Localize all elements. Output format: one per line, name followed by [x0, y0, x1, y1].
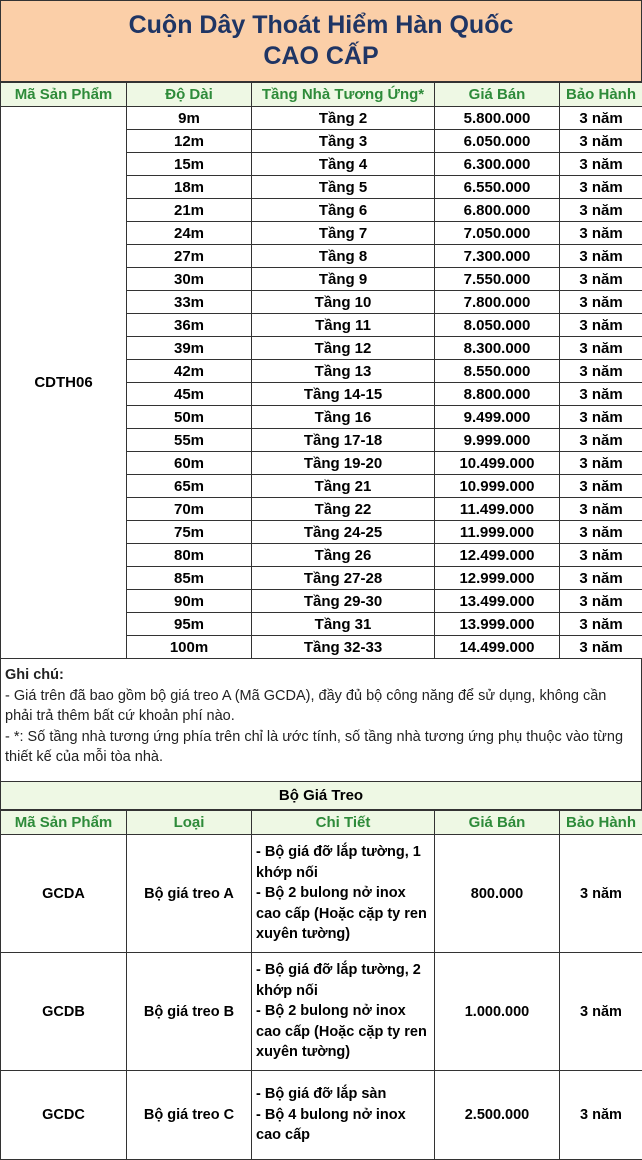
length-cell: 30m — [127, 268, 252, 291]
length-cell: 100m — [127, 636, 252, 659]
detail-line-2: - Bộ 4 bulong nở inox cao cấp — [256, 1105, 430, 1146]
price-cell: 9.999.000 — [435, 429, 560, 452]
warranty-cell: 3 năm — [560, 613, 642, 636]
header-product-code: Mã Sản Phẩm — [1, 83, 127, 107]
notes-line-1: - Giá trên đã bao gồm bộ giá treo A (Mã GCDA), đầy đủ bộ công năng để sử dụng, không cần phải trả thêm bất cứ khoản phí nào. — [5, 686, 637, 727]
warranty-cell: 3 năm — [560, 383, 642, 406]
length-cell: 21m — [127, 199, 252, 222]
detail-line-1: - Bộ giá đỡ lắp tường, 1 khớp nối — [256, 842, 430, 883]
floor-cell: Tầng 11 — [252, 314, 435, 337]
price-cell: 6.050.000 — [435, 130, 560, 153]
floor-cell: Tầng 2 — [252, 107, 435, 130]
notes-block — [0, 659, 642, 782]
notes-line-2: - *: Số tầng nhà tương ứng phía trên chỉ là ước tính, số tầng nhà tương ứng phụ thuộc vào từng thiết kế của mỗi tòa nhà. — [5, 727, 637, 768]
floor-cell: Tầng 17-18 — [252, 429, 435, 452]
warranty-cell: 3 năm — [560, 636, 642, 659]
length-cell: 42m — [127, 360, 252, 383]
detail-line-1: - Bộ giá đỡ lắp sàn — [256, 1084, 430, 1105]
floor-cell: Tầng 13 — [252, 360, 435, 383]
price-cell: 6.800.000 — [435, 199, 560, 222]
price-cell: 12.499.000 — [435, 544, 560, 567]
length-cell: 18m — [127, 176, 252, 199]
header-price: Giá Bán — [435, 83, 560, 107]
product-code-cell: CDTH06 — [1, 107, 127, 659]
warranty-cell: 3 năm — [560, 521, 642, 544]
warranty-cell: 3 năm — [560, 429, 642, 452]
type-cell: Bộ giá treo C — [127, 1071, 252, 1160]
floor-cell: Tầng 19-20 — [252, 452, 435, 475]
length-cell: 12m — [127, 130, 252, 153]
floor-cell: Tầng 31 — [252, 613, 435, 636]
price-cell: 8.550.000 — [435, 360, 560, 383]
detail-line-1: - Bộ giá đỡ lắp tường, 2 khớp nối — [256, 960, 430, 1001]
length-cell: 24m — [127, 222, 252, 245]
floor-cell: Tầng 3 — [252, 130, 435, 153]
length-cell: 80m — [127, 544, 252, 567]
length-cell: 85m — [127, 567, 252, 590]
code-cell: GCDC — [1, 1071, 127, 1160]
title-line-1: Cuộn Dây Thoát Hiểm Hàn Quốc — [129, 10, 514, 41]
price-cell: 11.499.000 — [435, 498, 560, 521]
floor-cell: Tầng 22 — [252, 498, 435, 521]
length-cell: 45m — [127, 383, 252, 406]
detail-line-2: - Bộ 2 bulong nở inox cao cấp (Hoặc cặp ty ren xuyên tường) — [256, 1001, 430, 1063]
price-cell: 5.800.000 — [435, 107, 560, 130]
warranty-cell: 3 năm — [560, 176, 642, 199]
price-cell: 7.050.000 — [435, 222, 560, 245]
header-warranty: Bảo Hành — [560, 83, 642, 107]
type-cell: Bộ giá treo B — [127, 953, 252, 1071]
price-cell: 14.499.000 — [435, 636, 560, 659]
header-type: Loại — [127, 811, 252, 835]
length-cell: 27m — [127, 245, 252, 268]
price-cell: 800.000 — [435, 835, 560, 953]
warranty-cell: 3 năm — [560, 590, 642, 613]
floor-cell: Tầng 10 — [252, 291, 435, 314]
header-price: Giá Bán — [435, 811, 560, 835]
floor-cell: Tầng 12 — [252, 337, 435, 360]
table-header-row — [1, 83, 642, 107]
price-cell: 8.800.000 — [435, 383, 560, 406]
warranty-cell: 3 năm — [560, 406, 642, 429]
warranty-cell: 3 năm — [560, 452, 642, 475]
table-row — [1, 107, 642, 130]
floor-cell: Tầng 24-25 — [252, 521, 435, 544]
length-cell: 50m — [127, 406, 252, 429]
floor-cell: Tầng 27-28 — [252, 567, 435, 590]
price-cell: 6.300.000 — [435, 153, 560, 176]
floor-cell: Tầng 21 — [252, 475, 435, 498]
table-row — [1, 835, 642, 953]
warranty-cell: 3 năm — [560, 199, 642, 222]
title-line-2: CAO CẤP — [263, 41, 378, 72]
title-banner — [0, 0, 642, 82]
length-cell: 95m — [127, 613, 252, 636]
length-cell: 39m — [127, 337, 252, 360]
length-cell: 36m — [127, 314, 252, 337]
warranty-cell: 3 năm — [560, 245, 642, 268]
warranty-cell: 3 năm — [560, 153, 642, 176]
length-cell: 90m — [127, 590, 252, 613]
bracket-price-table — [0, 810, 642, 1160]
detail-line-2: - Bộ 2 bulong nở inox cao cấp (Hoặc cặp ty ren xuyên tường) — [256, 883, 430, 945]
warranty-cell: 3 năm — [560, 268, 642, 291]
price-cell: 12.999.000 — [435, 567, 560, 590]
warranty-cell: 3 năm — [560, 567, 642, 590]
floor-cell: Tầng 32-33 — [252, 636, 435, 659]
warranty-cell: 3 năm — [560, 544, 642, 567]
floor-cell: Tầng 26 — [252, 544, 435, 567]
floor-cell: Tầng 6 — [252, 199, 435, 222]
warranty-cell: 3 năm — [560, 130, 642, 153]
price-cell: 13.499.000 — [435, 590, 560, 613]
floor-cell: Tầng 7 — [252, 222, 435, 245]
type-cell: Bộ giá treo A — [127, 835, 252, 953]
price-cell: 6.550.000 — [435, 176, 560, 199]
length-cell: 75m — [127, 521, 252, 544]
detail-cell — [252, 953, 435, 1071]
detail-cell — [252, 835, 435, 953]
warranty-cell: 3 năm — [560, 314, 642, 337]
price-cell: 8.050.000 — [435, 314, 560, 337]
length-cell: 15m — [127, 153, 252, 176]
warranty-cell: 3 năm — [560, 835, 642, 953]
header-length: Độ Dài — [127, 83, 252, 107]
header-product-code: Mã Sản Phẩm — [1, 811, 127, 835]
warranty-cell: 3 năm — [560, 360, 642, 383]
price-cell: 13.999.000 — [435, 613, 560, 636]
floor-cell: Tầng 8 — [252, 245, 435, 268]
floor-cell: Tầng 14-15 — [252, 383, 435, 406]
code-cell: GCDA — [1, 835, 127, 953]
warranty-cell: 3 năm — [560, 475, 642, 498]
warranty-cell: 3 năm — [560, 107, 642, 130]
length-cell: 60m — [127, 452, 252, 475]
header-warranty: Bảo Hành — [560, 811, 642, 835]
price-cell: 9.499.000 — [435, 406, 560, 429]
table-row — [1, 953, 642, 1071]
length-cell: 70m — [127, 498, 252, 521]
price-cell: 7.800.000 — [435, 291, 560, 314]
floor-cell: Tầng 29-30 — [252, 590, 435, 613]
floor-cell: Tầng 4 — [252, 153, 435, 176]
length-cell: 33m — [127, 291, 252, 314]
header-detail: Chi Tiết — [252, 811, 435, 835]
price-cell: 11.999.000 — [435, 521, 560, 544]
price-cell: 7.300.000 — [435, 245, 560, 268]
floor-cell: Tầng 5 — [252, 176, 435, 199]
price-cell: 10.499.000 — [435, 452, 560, 475]
price-cell: 2.500.000 — [435, 1071, 560, 1160]
warranty-cell: 3 năm — [560, 1071, 642, 1160]
warranty-cell: 3 năm — [560, 337, 642, 360]
length-cell: 65m — [127, 475, 252, 498]
warranty-cell: 3 năm — [560, 291, 642, 314]
price-cell: 10.999.000 — [435, 475, 560, 498]
floor-cell: Tầng 16 — [252, 406, 435, 429]
bracket-section-title: Bộ Giá Treo — [0, 782, 642, 810]
table-header-row — [1, 811, 642, 835]
warranty-cell: 3 năm — [560, 953, 642, 1071]
floor-cell: Tầng 9 — [252, 268, 435, 291]
detail-cell — [252, 1071, 435, 1160]
length-cell: 55m — [127, 429, 252, 452]
warranty-cell: 3 năm — [560, 222, 642, 245]
price-cell: 1.000.000 — [435, 953, 560, 1071]
table-row — [1, 1071, 642, 1160]
notes-title: Ghi chú: — [5, 665, 637, 686]
header-floor: Tầng Nhà Tương Ứng* — [252, 83, 435, 107]
length-cell: 9m — [127, 107, 252, 130]
warranty-cell: 3 năm — [560, 498, 642, 521]
price-cell: 7.550.000 — [435, 268, 560, 291]
price-cell: 8.300.000 — [435, 337, 560, 360]
rope-price-table — [0, 82, 642, 659]
code-cell: GCDB — [1, 953, 127, 1071]
